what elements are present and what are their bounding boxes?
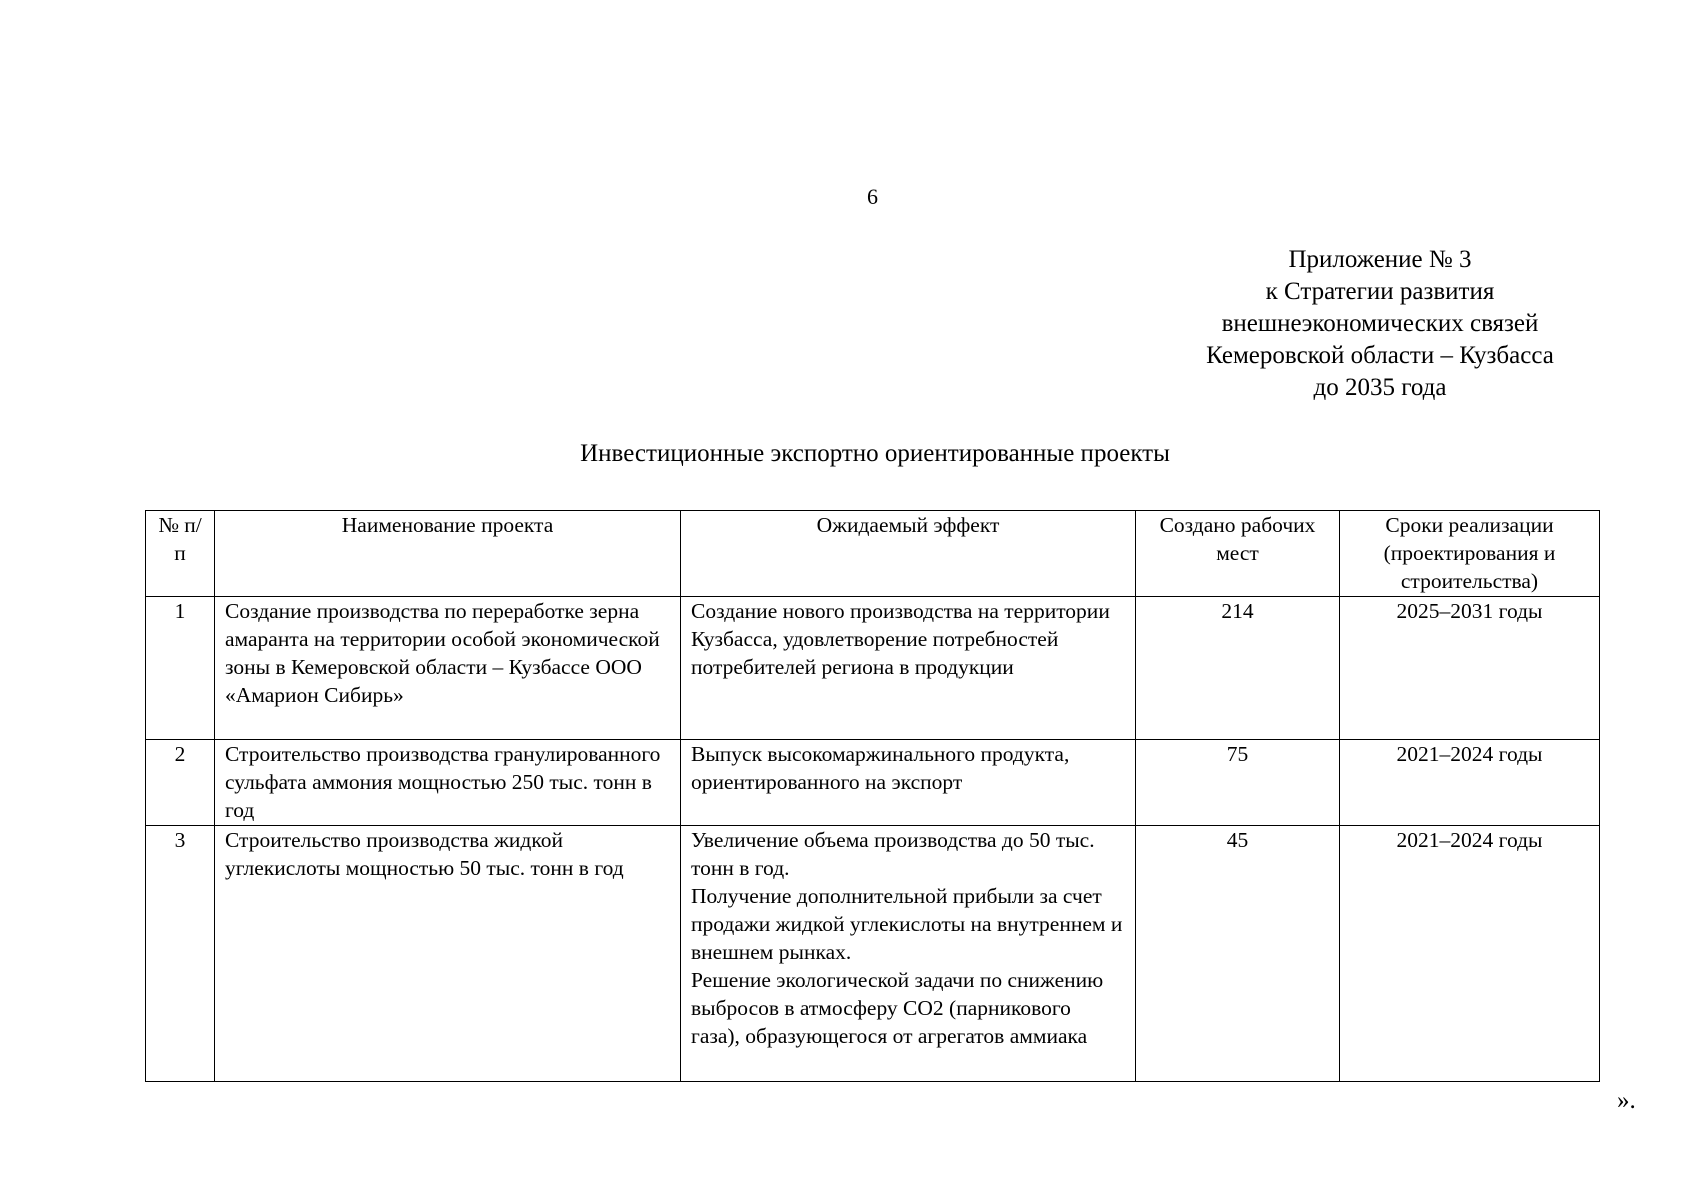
effect-line: Выпуск высокомаржинального продукта, ориентированного на экспорт	[691, 742, 1070, 794]
row-num: 2	[146, 740, 215, 826]
appendix-line: Кемеровской области – Кузбасса	[1206, 342, 1554, 369]
table-row	[146, 597, 1600, 740]
project-name: Создание производства по переработке зерна амаранта на территории особой экономической зоны в Кемеровской области – Кузбассе ООО «Амарион Сибирь»	[215, 597, 681, 740]
appendix-line: до 2035 года	[1313, 374, 1447, 401]
header-period: Сроки реализации (проектирования и строительства)	[1340, 511, 1600, 597]
closing-quote-mark: ».	[1617, 1087, 1636, 1114]
jobs-created: 75	[1136, 740, 1340, 826]
header-num: № п/п	[146, 511, 215, 597]
implementation-period: 2021–2024 годы	[1340, 826, 1600, 1082]
page-number: 6	[867, 184, 878, 209]
expected-effect	[681, 826, 1136, 1082]
jobs-created: 45	[1136, 826, 1340, 1082]
project-name: Строительство производства жидкой углекислоты мощностью 50 тыс. тонн в год	[215, 826, 681, 1082]
document-title: Инвестиционные экспортно ориентированные проекты	[580, 440, 1170, 467]
effect-line: Создание нового производства на территории Кузбасса, удовлетворение потребностей потребителей региона в продукции	[691, 599, 1110, 679]
jobs-created: 214	[1136, 597, 1340, 740]
expected-effect	[681, 740, 1136, 826]
effect-line: Решение экологической задачи по снижению выбросов в атмосферу СО2 (парникового газа), образующегося от агрегатов аммиака	[691, 968, 1104, 1048]
appendix-line: к Стратегии развития	[1265, 278, 1495, 305]
table-row	[146, 826, 1600, 1082]
row-num: 3	[146, 826, 215, 1082]
appendix-heading	[1150, 244, 1610, 404]
header-effect: Ожидаемый эффект	[681, 511, 1136, 597]
project-name: Строительство производства гранулированного сульфата аммония мощностью 250 тыс. тонн в год	[215, 740, 681, 826]
implementation-period: 2021–2024 годы	[1340, 740, 1600, 826]
row-num: 1	[146, 597, 215, 740]
header-jobs: Создано рабочих мест	[1136, 511, 1340, 597]
expected-effect	[681, 597, 1136, 740]
effect-line: Увеличение объема производства до 50 тыс. тонн в год.	[691, 828, 1095, 880]
appendix-line: внешнеэкономических связей	[1221, 310, 1539, 337]
effect-line: Получение дополнительной прибыли за счет продажи жидкой углекислоты на внутреннем и внешнем рынках.	[691, 884, 1123, 964]
appendix-line: Приложение № 3	[1288, 246, 1472, 273]
header-name: Наименование проекта	[215, 511, 681, 597]
table-row	[146, 740, 1600, 826]
table-header-row	[146, 511, 1600, 597]
projects-table	[145, 510, 1600, 1082]
implementation-period: 2025–2031 годы	[1340, 597, 1600, 740]
